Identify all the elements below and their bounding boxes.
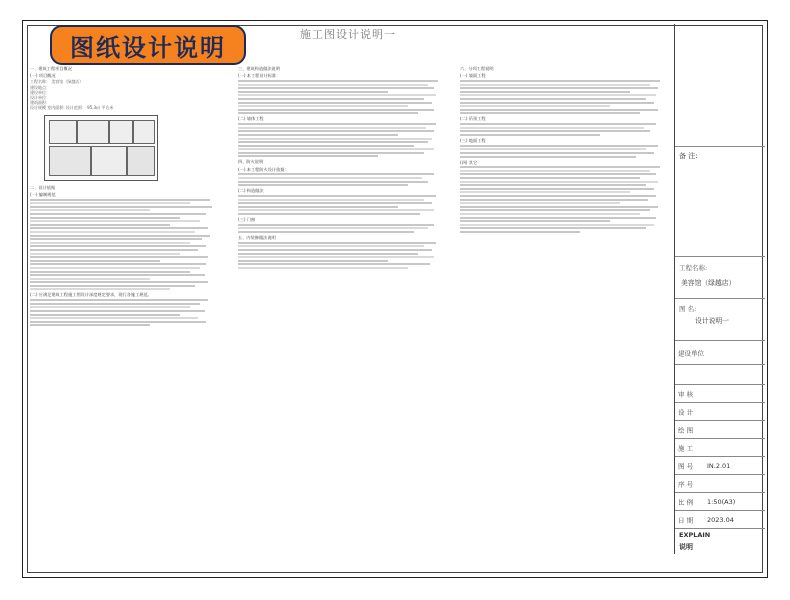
sequence-label: 序 号 bbox=[678, 480, 694, 489]
explain-en: EXPLAIN bbox=[679, 531, 711, 539]
plan-room bbox=[91, 146, 127, 176]
text-line bbox=[460, 91, 630, 93]
text-line bbox=[238, 231, 414, 233]
review-label: 审 核 bbox=[678, 390, 694, 399]
col2-heading-7: (三) 门窗 bbox=[238, 217, 256, 223]
date-value: 2023.04 bbox=[707, 516, 734, 524]
text-line bbox=[30, 260, 160, 262]
text-line bbox=[460, 156, 636, 158]
scale-value: 1:50(A3) bbox=[707, 498, 736, 506]
tb-remarks bbox=[675, 146, 765, 257]
project-value: 美容馆（绿越店） bbox=[681, 279, 736, 287]
text-line bbox=[460, 195, 656, 197]
text-line bbox=[460, 170, 650, 172]
col2-heading-6: (二) 构造做法 bbox=[238, 188, 264, 194]
text-line bbox=[30, 317, 198, 319]
notes-column-3 bbox=[460, 64, 665, 235]
project-name-label: 工程名称： bbox=[30, 79, 50, 85]
text-line bbox=[238, 253, 418, 255]
notes-column-2 bbox=[238, 64, 446, 271]
text-line bbox=[238, 94, 436, 96]
client-label: 建设单位 bbox=[678, 349, 704, 358]
text-line bbox=[238, 91, 388, 93]
tb-blank bbox=[675, 24, 765, 146]
text-line bbox=[30, 235, 210, 237]
text-line bbox=[460, 173, 656, 175]
text-line bbox=[238, 145, 414, 147]
plan-room bbox=[109, 120, 133, 144]
text-line bbox=[30, 314, 180, 316]
text-line bbox=[238, 130, 434, 132]
text-line bbox=[238, 209, 434, 211]
text-line bbox=[238, 227, 428, 229]
col3-heading-2: (一) 墙面工程 bbox=[460, 73, 486, 79]
tb-row-review bbox=[675, 384, 765, 403]
text-line bbox=[238, 138, 432, 140]
text-line bbox=[30, 281, 208, 283]
text-line bbox=[238, 87, 434, 89]
text-line bbox=[460, 102, 654, 104]
area-label: 设计规模 bbox=[30, 105, 46, 111]
text-line bbox=[460, 209, 650, 211]
plan-room bbox=[77, 120, 109, 144]
text-line bbox=[238, 195, 436, 197]
tb-row-construction bbox=[675, 438, 765, 457]
text-line bbox=[238, 177, 422, 179]
text-line bbox=[460, 98, 646, 100]
sheet-title: 施工图设计说明一 bbox=[300, 28, 396, 41]
text-line bbox=[30, 245, 206, 247]
text-line bbox=[238, 206, 398, 208]
text-line bbox=[460, 84, 650, 86]
text-line bbox=[30, 238, 202, 240]
text-line bbox=[460, 227, 646, 229]
text-line bbox=[30, 199, 210, 201]
tb-row-drawing-no bbox=[675, 456, 765, 475]
text-line bbox=[238, 245, 424, 247]
tb-row-design bbox=[675, 402, 765, 421]
text-line bbox=[238, 134, 398, 136]
text-line bbox=[238, 184, 408, 186]
tb-explain bbox=[675, 528, 765, 555]
text-line bbox=[238, 199, 424, 201]
text-line bbox=[460, 220, 610, 222]
text-line bbox=[460, 109, 658, 111]
text-line bbox=[460, 177, 640, 179]
col1-heading-3: 二、设计依据 bbox=[30, 184, 56, 190]
plan-room bbox=[49, 120, 77, 144]
text-line bbox=[238, 242, 436, 244]
text-line bbox=[238, 181, 428, 183]
text-line bbox=[30, 227, 208, 229]
text-line bbox=[460, 191, 630, 193]
text-line bbox=[238, 202, 432, 204]
drafting-label: 绘 图 bbox=[678, 426, 694, 435]
floor-plan-thumbnail bbox=[44, 115, 158, 181]
plan-room bbox=[127, 146, 155, 176]
text-line bbox=[460, 152, 654, 154]
text-line bbox=[238, 84, 428, 86]
col3-heading-5: (四) 其它 bbox=[460, 159, 478, 165]
text-line bbox=[238, 263, 430, 265]
text-line bbox=[30, 217, 180, 219]
notes-area bbox=[30, 64, 670, 566]
field-line: 建筑面积： bbox=[30, 100, 50, 106]
plan-room bbox=[133, 120, 155, 144]
text-line bbox=[30, 202, 190, 204]
text-line bbox=[460, 105, 610, 107]
text-line bbox=[30, 231, 195, 233]
drawing-label: 图 名: bbox=[679, 305, 697, 313]
text-line bbox=[30, 324, 150, 326]
text-line bbox=[460, 123, 656, 125]
text-line bbox=[460, 231, 580, 233]
notes-column-1 bbox=[30, 64, 228, 328]
col1-heading-1: 一、建筑工程项目概况 bbox=[30, 66, 72, 71]
title-badge: 图纸设计说明 bbox=[50, 25, 246, 65]
col3-heading-3: (二) 吊顶工程 bbox=[460, 116, 486, 122]
tb-blank-2 bbox=[675, 364, 765, 385]
text-line bbox=[238, 249, 432, 251]
text-line bbox=[460, 213, 640, 215]
text-line bbox=[30, 206, 212, 208]
text-line bbox=[460, 166, 660, 168]
project-name-value: 美容馆（绿越店） bbox=[51, 79, 84, 85]
text-line bbox=[238, 102, 432, 104]
col2-heading-4: 四、防火说明 bbox=[238, 159, 264, 165]
text-line bbox=[30, 267, 200, 269]
text-line bbox=[460, 199, 648, 201]
tb-drawing-name bbox=[675, 298, 765, 341]
text-line bbox=[238, 148, 434, 150]
text-line bbox=[30, 278, 150, 280]
scale-label: 比 例 bbox=[678, 498, 694, 507]
text-line bbox=[30, 263, 206, 265]
text-line bbox=[238, 112, 418, 114]
plan-room bbox=[49, 146, 91, 176]
col3-heading-4: (三) 地面工程 bbox=[460, 137, 486, 143]
text-line bbox=[30, 224, 170, 226]
text-line bbox=[460, 134, 600, 136]
text-line bbox=[460, 224, 654, 226]
text-line bbox=[460, 188, 654, 190]
tb-row-scale bbox=[675, 492, 765, 511]
drawing-value: 设计说明一 bbox=[695, 317, 729, 325]
text-line bbox=[30, 271, 190, 273]
text-line bbox=[460, 206, 658, 208]
text-line bbox=[460, 87, 658, 89]
text-line bbox=[460, 181, 658, 183]
text-line bbox=[460, 80, 660, 82]
text-line bbox=[30, 209, 150, 211]
text-line bbox=[460, 94, 656, 96]
text-line bbox=[30, 220, 200, 222]
text-line bbox=[460, 130, 650, 132]
design-label: 设 计 bbox=[678, 408, 694, 417]
text-line bbox=[238, 267, 408, 269]
text-line bbox=[30, 299, 208, 301]
tb-row-sequence bbox=[675, 474, 765, 493]
text-line bbox=[238, 141, 428, 143]
text-line bbox=[238, 80, 438, 82]
col2-heading-2: (一) 本工程设计标准： bbox=[238, 73, 281, 79]
remarks-label: 备 注: bbox=[679, 152, 698, 160]
area-value: 室内面积: 设计范围： 95.3㎡ 平方米 bbox=[47, 105, 114, 111]
col2-heading-1: 三、建筑构造做法说明 bbox=[238, 66, 280, 71]
text-line bbox=[238, 109, 434, 111]
col2-heading-5: (一) 本工程防火设计依据： bbox=[238, 166, 289, 172]
text-line bbox=[460, 145, 658, 147]
text-line bbox=[30, 321, 206, 323]
text-line bbox=[30, 306, 190, 308]
text-line bbox=[30, 242, 190, 244]
text-line bbox=[30, 249, 198, 251]
col3-heading-1: 六、分项工程说明 bbox=[460, 66, 494, 71]
text-line bbox=[30, 303, 200, 305]
text-line bbox=[460, 127, 644, 129]
text-line bbox=[30, 288, 170, 290]
text-line bbox=[30, 285, 195, 287]
text-line bbox=[238, 213, 420, 215]
field-line: 设计单位： bbox=[30, 95, 50, 101]
text-line bbox=[460, 217, 656, 219]
col2-heading-8: 五、内装修做法说明 bbox=[238, 235, 276, 241]
text-line bbox=[30, 213, 206, 215]
col1-heading-4: (一) 编制规范 bbox=[30, 191, 56, 197]
text-line bbox=[30, 256, 208, 258]
text-line bbox=[460, 148, 646, 150]
text-line bbox=[30, 274, 205, 276]
col1-heading-2: (一) 项目概况 bbox=[30, 73, 56, 79]
tb-row-drafting bbox=[675, 420, 765, 439]
tb-client bbox=[675, 340, 765, 365]
text-line bbox=[30, 310, 205, 312]
tb-row-date bbox=[675, 510, 765, 529]
text-line bbox=[238, 105, 408, 107]
drawing-no-label: 图 号 bbox=[678, 462, 694, 471]
text-line bbox=[238, 152, 424, 154]
text-line bbox=[238, 256, 434, 258]
area-line bbox=[30, 105, 228, 110]
tb-project bbox=[675, 256, 765, 299]
drawing-no-value: IN.2.01 bbox=[707, 462, 731, 470]
text-line bbox=[460, 112, 640, 114]
text-line bbox=[238, 224, 434, 226]
text-line bbox=[238, 260, 388, 262]
text-line bbox=[238, 123, 436, 125]
text-line bbox=[238, 173, 434, 175]
col1-heading-5: (二) 应满足建筑工程施工图设计深度规定要求，现行各施工规范。 bbox=[30, 292, 152, 298]
date-label: 日 期 bbox=[678, 516, 694, 525]
field-line: 建设地点： bbox=[30, 84, 50, 90]
text-line bbox=[238, 155, 378, 157]
project-label: 工程名称: bbox=[679, 264, 708, 272]
text-line bbox=[30, 253, 180, 255]
field-line: 建设单位： bbox=[30, 89, 50, 95]
text-line bbox=[460, 202, 620, 204]
text-line bbox=[460, 184, 646, 186]
title-block bbox=[674, 24, 765, 554]
construction-label: 施 工 bbox=[678, 444, 694, 453]
text-line bbox=[238, 98, 424, 100]
explain-cn: 说明 bbox=[679, 543, 693, 551]
col2-heading-3: (二) 墙体工程 bbox=[238, 116, 264, 122]
text-line bbox=[238, 127, 426, 129]
